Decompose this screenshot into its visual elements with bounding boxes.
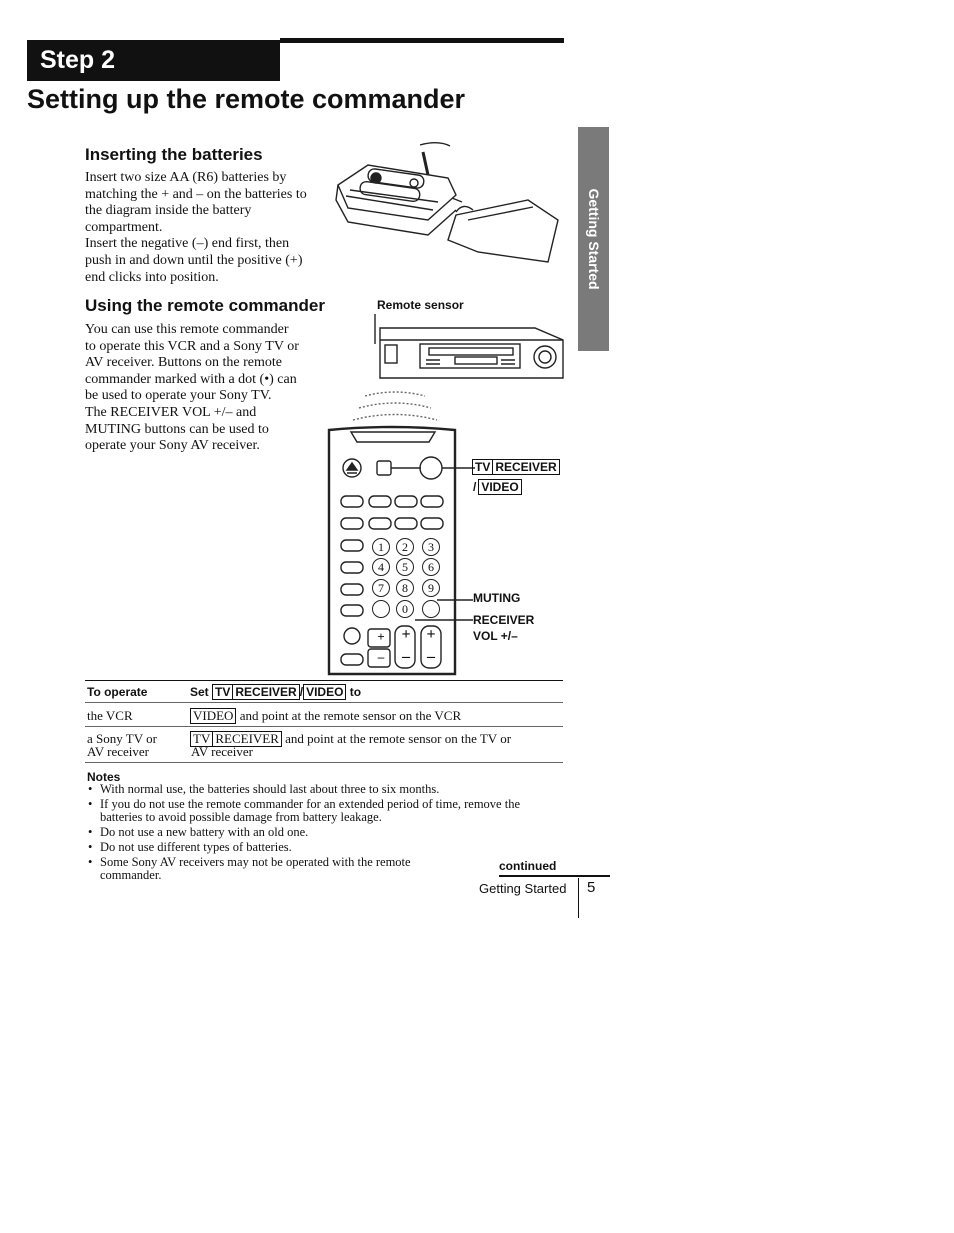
- ch-minus: –: [427, 648, 435, 665]
- row1-instruction-text: and point at the remote sensor on the VCR: [239, 708, 462, 723]
- table-header-rule: [85, 702, 563, 703]
- page-title: Setting up the remote commander: [27, 84, 466, 114]
- vol-label: VOL +/–: [473, 629, 518, 643]
- switch-callout: [472, 459, 560, 475]
- note-item: • Do not use a new battery with an old one.: [88, 826, 558, 840]
- note-item: • Some Sony AV receivers may not be operated with the remote commander.: [88, 856, 445, 883]
- row2-tv-box: TV: [190, 731, 213, 747]
- remote-paragraph-1: You can use this remote commander to operate this VCR and a Sony TV or AV receiver. Buttons on the remote commander marked with a dot (•) can be used to operate your Sony TV.: [85, 322, 299, 404]
- row1-instruction: [190, 708, 461, 724]
- header-to-word: to: [349, 685, 362, 699]
- footer-section: Getting Started: [479, 881, 567, 896]
- muting-key: [372, 600, 390, 618]
- batteries-text: [85, 170, 317, 286]
- key-6: 6: [422, 558, 440, 576]
- batteries-paragraph-2: Insert the negative (–) end first, then push in and down until the positive (+) end clicks into position.: [85, 236, 303, 285]
- key-7: 7: [372, 579, 390, 597]
- continued-rule: [499, 875, 610, 877]
- row1-video-box: VIDEO: [190, 708, 236, 724]
- table-header-set: [190, 684, 361, 700]
- note-item: • If you do not use the remote commander for an extended period of time, remove the batteries to avoid possible damage from battery leakage.: [88, 798, 558, 825]
- switch-slash: /: [473, 480, 477, 494]
- row1-target: the VCR: [87, 708, 133, 723]
- header-video-box: VIDEO: [303, 684, 346, 700]
- key-5: 5: [396, 558, 414, 576]
- switch-video-callout: [473, 479, 522, 495]
- notes-list: [88, 783, 558, 884]
- key-3: 3: [422, 538, 440, 556]
- table-row-rule: [85, 726, 563, 727]
- receiver-vol-plus: +: [377, 629, 385, 644]
- notes-title: Notes: [87, 770, 121, 784]
- receiver-label: RECEIVER: [473, 613, 535, 627]
- remote-sensor-label: Remote sensor: [377, 298, 464, 312]
- table-header-to-operate: To operate: [87, 685, 148, 699]
- key-4: 4: [372, 558, 390, 576]
- header-rule: [280, 38, 564, 43]
- switch-receiver-label: RECEIVER: [493, 459, 559, 475]
- remote-text: [85, 322, 300, 455]
- row2-target-2: AV receiver: [87, 744, 149, 759]
- step-label: Step 2: [27, 40, 280, 81]
- row2-target-1: a Sony TV or: [87, 731, 157, 746]
- continued-label: continued: [499, 859, 557, 873]
- batteries-heading: Inserting the batteries: [85, 145, 263, 164]
- footer-divider: [578, 878, 579, 918]
- page-number: 5: [587, 879, 596, 896]
- header-tv-box: TV: [212, 684, 233, 700]
- key-9: 9: [422, 579, 440, 597]
- row2-instruction-text: and point at the remote sensor on the TV or: [285, 731, 512, 746]
- receiver-vol-minus: –: [377, 649, 385, 664]
- tv-vol-minus: –: [402, 648, 410, 665]
- side-tab: [578, 127, 609, 351]
- extra-key: [422, 600, 440, 618]
- muting-label: MUTING: [473, 591, 521, 605]
- header-set-word: Set: [190, 685, 209, 699]
- key-1: 1: [372, 538, 390, 556]
- header-receiver-box: RECEIVER: [233, 684, 299, 700]
- table-bottom-rule: [85, 762, 563, 763]
- ch-plus: +: [426, 626, 436, 643]
- battery-insertion-illustration: [328, 140, 564, 270]
- table-top-rule: [85, 680, 563, 681]
- row2-instruction-2: AV receiver: [191, 744, 253, 759]
- tv-vol-plus: +: [401, 626, 411, 643]
- row2-receiver-box: RECEIVER: [213, 731, 282, 747]
- remote-heading: Using the remote commander: [85, 296, 325, 315]
- batteries-paragraph-1: Insert two size AA (R6) batteries by matching the + and – on the batteries to the diagram inside the battery compartment.: [85, 170, 307, 235]
- remote-paragraph-2: The RECEIVER VOL +/– and MUTING buttons can be used to operate your Sony AV receiver.: [85, 404, 269, 454]
- note-item: • Do not use different types of batteries.: [88, 841, 558, 855]
- note-item: • With normal use, the batteries should last about three to six months.: [88, 783, 558, 797]
- key-8: 8: [396, 579, 414, 597]
- vcr-body: [380, 328, 563, 378]
- key-2: 2: [396, 538, 414, 556]
- key-0: 0: [396, 600, 414, 618]
- switch-video-label: VIDEO: [478, 479, 521, 495]
- side-tab-label: Getting Started: [585, 188, 602, 290]
- switch-tv-label: TV: [472, 459, 493, 475]
- header-slash: /: [299, 685, 304, 699]
